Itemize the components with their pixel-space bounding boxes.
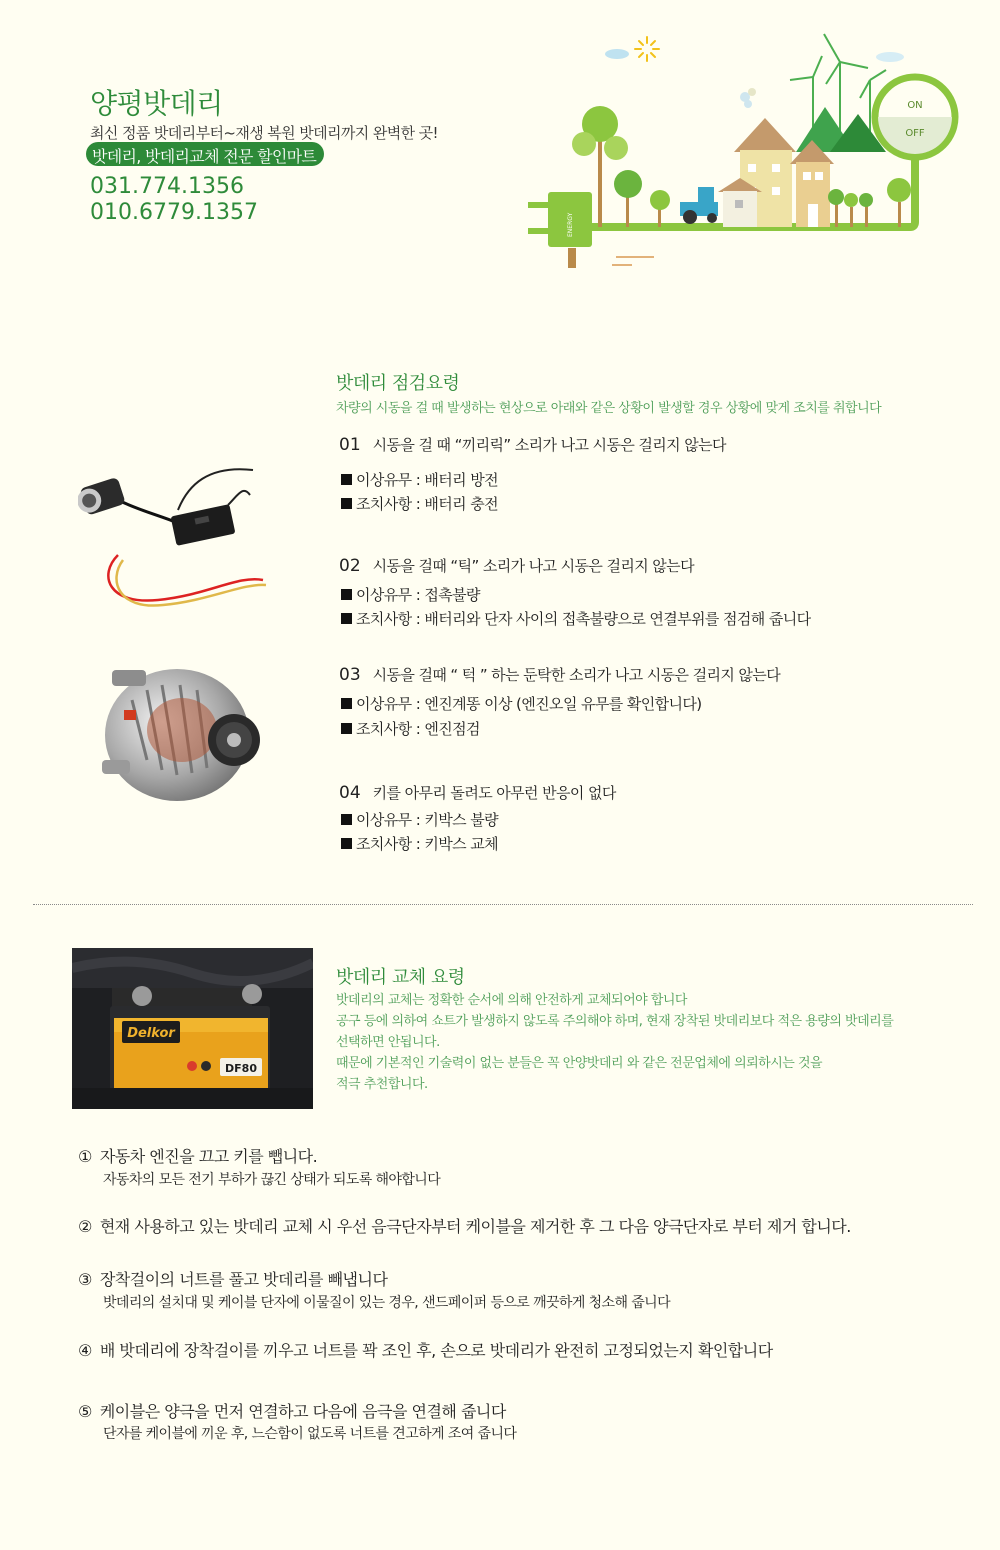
cause-text: 이상유무 : 키박스 불량 <box>356 811 498 829</box>
cloud-icon <box>605 49 629 59</box>
bullet-square-icon <box>341 498 352 509</box>
replacement-line: 때문에 기본적인 기술력이 없는 분들은 꼭 안양밧데리 와 같은 전문업체에 의뢰하시는 것을 <box>336 1056 823 1071</box>
inspection-item-4-title <box>339 782 616 803</box>
inspection-item-2-action <box>341 608 811 629</box>
inspection-item-4-action <box>341 833 498 854</box>
on-off-switch-icon <box>875 77 955 157</box>
inspection-item-1-cause <box>341 469 498 490</box>
step-3 <box>78 1267 387 1290</box>
step-5 <box>78 1399 506 1422</box>
eco-energy-illustration <box>520 22 960 282</box>
action-text: 조치사항 : 키박스 교체 <box>356 835 498 853</box>
item-number: 04 <box>339 783 361 803</box>
step-4 <box>78 1338 773 1361</box>
relay-wiring-photo <box>78 455 268 615</box>
inspection-item-1-action <box>341 493 498 514</box>
on-label: ON <box>907 100 923 111</box>
step-text: 케이블은 양극을 먼저 연결하고 다음에 음극을 연결해 줍니다 <box>99 1402 506 1421</box>
battery-photo <box>72 948 313 1109</box>
off-label: OFF <box>905 128 925 139</box>
step-text: 장착걸이의 너트를 풀고 밧데리를 빼냅니다 <box>99 1270 388 1289</box>
replacement-line: 선택하면 안됩니다. <box>336 1035 440 1050</box>
plug-label: ENERGY <box>567 212 574 237</box>
step-1 <box>78 1144 317 1167</box>
inspection-title: 밧데리 점검요령 <box>336 373 460 394</box>
bullet-square-icon <box>341 613 352 624</box>
step-text: 배 밧데리에 장착걸이를 끼우고 너트를 꽉 조인 후, 손으로 밧데리가 완전히 고정되었는지 확인합니다 <box>99 1341 773 1360</box>
bullet-square-icon <box>341 814 352 825</box>
brand-title: 양평밧데리 <box>90 87 223 120</box>
tractor-icon <box>680 187 718 224</box>
plug-icon <box>528 192 592 268</box>
item-number: 02 <box>339 556 361 576</box>
inspection-item-4-cause <box>341 809 498 830</box>
inspection-item-2-cause <box>341 584 480 605</box>
sun-icon <box>635 37 659 61</box>
bullet-square-icon <box>341 589 352 600</box>
step-number: ③ <box>78 1270 92 1289</box>
step-5-note: 단자를 케이블에 끼운 후, 느슨함이 없도록 너트를 견고하게 조여 줍니다 <box>103 1426 517 1442</box>
action-text: 조치사항 : 엔진점검 <box>356 720 480 738</box>
step-text: 자동차 엔진을 끄고 키를 뺍니다. <box>99 1147 318 1166</box>
inspection-item-2-title <box>339 555 694 576</box>
battery-model-label: DF80 <box>225 1062 257 1075</box>
cause-text: 이상유무 : 접촉불량 <box>356 586 480 604</box>
item-title-text: 키를 아무리 돌려도 아무런 반응이 없다 <box>372 784 616 802</box>
cause-text: 이상유무 : 엔진계똥 이상 (엔진오일 유무를 확인합니다) <box>356 695 702 713</box>
step-number: ⑤ <box>78 1402 92 1421</box>
phone-number-2[interactable]: 010.6779.1357 <box>90 200 258 225</box>
replacement-title: 밧데리 교체 요령 <box>336 967 465 988</box>
bullet-square-icon <box>341 698 352 709</box>
cause-text: 이상유무 : 배터리 방전 <box>356 471 498 489</box>
replacement-line: 공구 등에 의하여 쇼트가 발생하지 않도록 주의해야 하며, 현재 장착된 밧데리보다 적은 용량의 밧데리를 <box>336 1014 894 1029</box>
inspection-item-3-title <box>339 664 780 685</box>
item-title-text: 시동을 걸 때 “끼리릭” 소리가 나고 시동은 걸리지 않는다 <box>372 436 726 454</box>
inspection-item-3-cause <box>341 693 702 714</box>
replacement-line: 밧데리의 교체는 정확한 순서에 의해 안전하게 교체되어야 합니다 <box>336 993 687 1008</box>
inspection-item-1-title <box>339 434 726 455</box>
item-title-text: 시동을 걸때 “ 턱 ” 하는 둔탁한 소리가 나고 시동은 걸리지 않는다 <box>372 666 781 684</box>
item-title-text: 시동을 걸때 “틱” 소리가 나고 시동은 걸리지 않는다 <box>372 557 694 575</box>
phone-number-1[interactable]: 031.774.1356 <box>90 174 244 199</box>
inspection-item-3-action <box>341 718 480 739</box>
action-text: 조치사항 : 배터리와 단자 사이의 접촉불량으로 연결부위를 점검해 줍니다 <box>356 610 811 628</box>
specialty-badge: 밧데리, 밧데리교체 전문 할인마트 <box>86 142 324 166</box>
step-1-note: 자동차의 모든 전기 부하가 끊긴 상태가 되도록 해야합니다 <box>103 1172 441 1188</box>
step-number: ① <box>78 1147 92 1166</box>
bullet-square-icon <box>341 474 352 485</box>
battery-brand-label: Delkor <box>127 1026 175 1041</box>
bullet-square-icon <box>341 838 352 849</box>
inspection-subtitle: 차량의 시동을 걸 때 발생하는 현상으로 아래와 같은 상황이 발생할 경우 상황에 맞게 조치를 취합니다 <box>336 401 882 416</box>
action-text: 조치사항 : 배터리 충전 <box>356 495 498 513</box>
step-3-note: 밧데리의 설치대 및 케이블 단자에 이물질이 있는 경우, 샌드페이퍼 등으로 깨끗하게 청소해 줍니다 <box>103 1295 671 1311</box>
replacement-description <box>336 990 893 1095</box>
bullet-square-icon <box>341 723 352 734</box>
step-number: ② <box>78 1217 92 1236</box>
step-number: ④ <box>78 1341 92 1360</box>
alternator-photo <box>92 640 272 810</box>
step-2 <box>78 1214 851 1237</box>
item-number: 03 <box>339 665 361 685</box>
section-divider <box>33 904 973 905</box>
step-text: 현재 사용하고 있는 밧데리 교체 시 우선 음극단자부터 케이블을 제거한 후 그 다음 양극단자로 부터 제거 합니다. <box>99 1217 851 1236</box>
item-number: 01 <box>339 435 361 455</box>
replacement-line: 적극 추천합니다. <box>336 1077 428 1092</box>
tagline: 최신 정품 밧데리부터~재생 복원 밧데리까지 완벽한 곳! <box>90 124 438 142</box>
